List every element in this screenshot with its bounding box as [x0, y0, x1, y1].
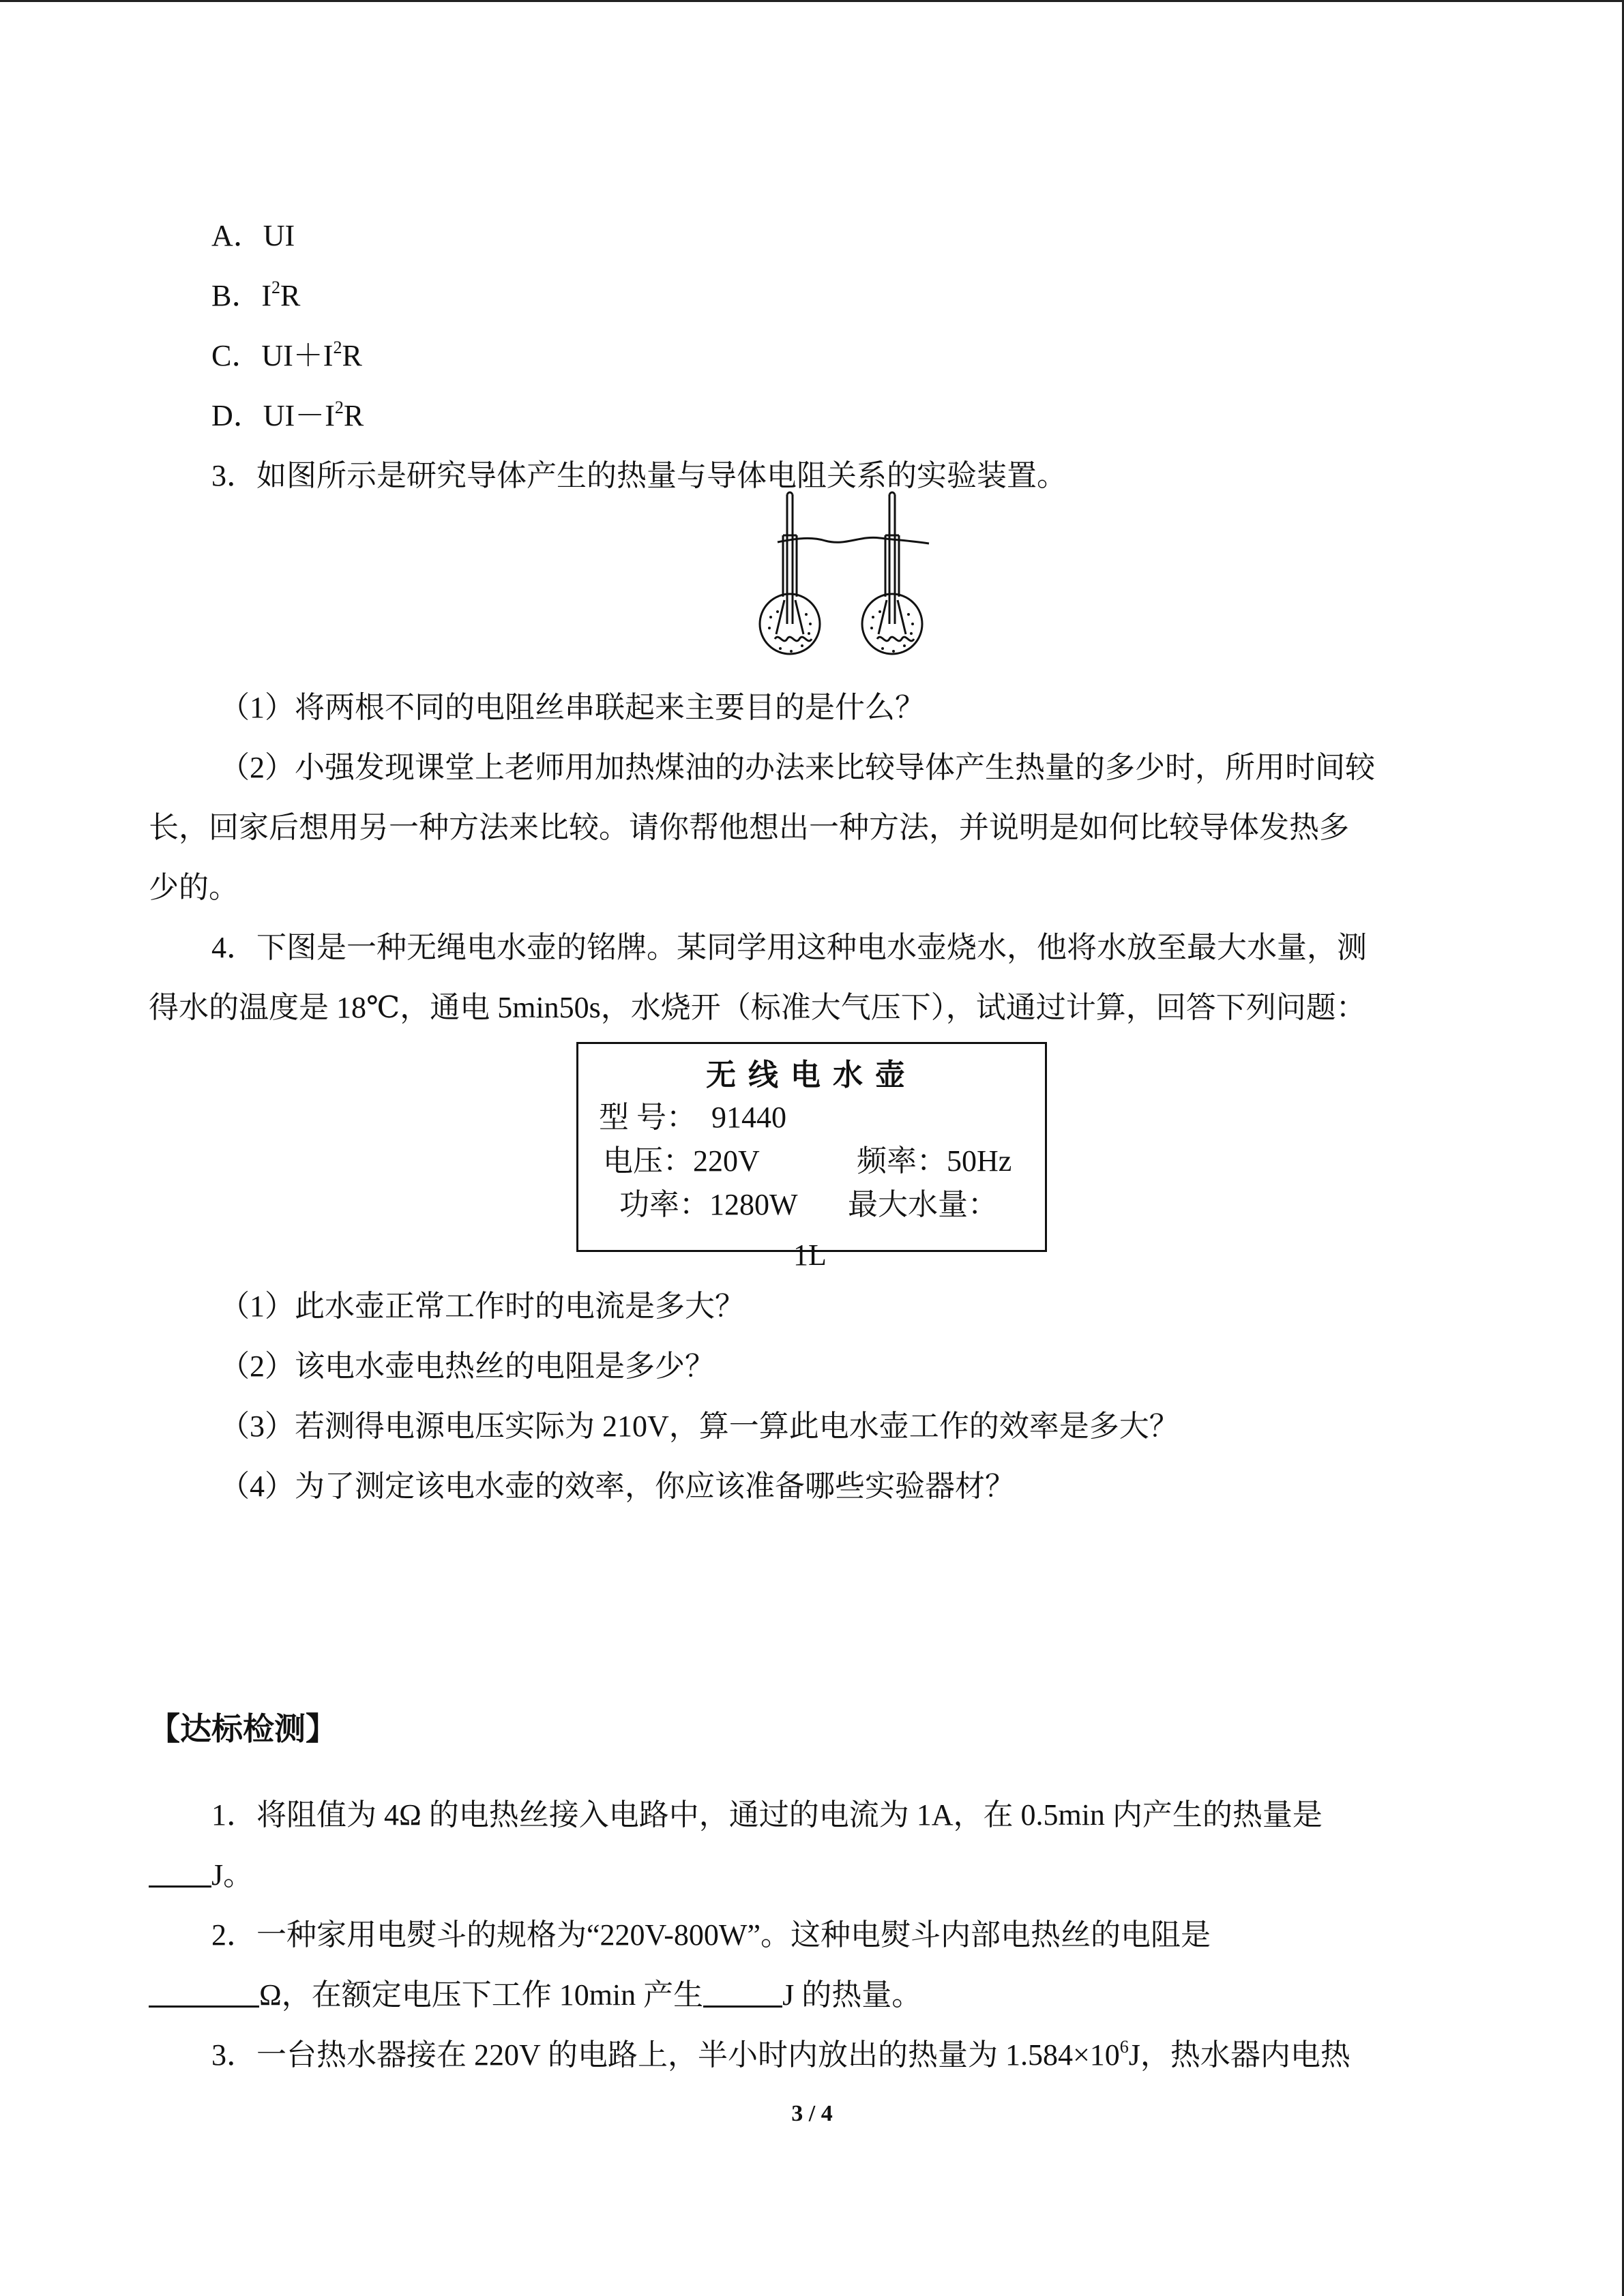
nameplate-model-label: 型 号：	[599, 1101, 696, 1134]
test-q1-line2	[149, 1856, 253, 1894]
experiment-apparatus-figure	[750, 488, 941, 665]
top-border	[0, 0, 1624, 2]
connecting-wire	[778, 537, 929, 543]
option-c-text: UI＋I	[261, 339, 334, 372]
option-c	[211, 337, 362, 375]
nameplate-cut-text: 1L	[793, 1238, 827, 1272]
option-a	[211, 217, 295, 255]
option-b-letter: B．	[211, 279, 262, 312]
q3-part2-line3: 少的。	[149, 871, 239, 904]
nameplate-voltage: 电压：220V	[603, 1144, 760, 1178]
option-c-letter: C．	[211, 339, 262, 372]
test-q3-text-end: J，热水器内电热	[1128, 2038, 1350, 2072]
nameplate-model	[599, 1099, 786, 1137]
test-q2-text: Ω，在额定电压下工作 10min 产生	[259, 1978, 704, 2012]
option-d	[211, 397, 364, 435]
option-d-letter: D．	[211, 399, 263, 432]
option-b-text-end: R	[280, 279, 301, 312]
test-q1-unit: J。	[211, 1858, 254, 1892]
q3-part2-line2: 长，回家后想用另一种方法来比较。请你帮他想出一种方法，并说明是如何比较导体发热多	[149, 811, 1349, 844]
answer-blank[interactable]	[703, 1978, 782, 2008]
option-d-text: UI－I	[263, 399, 335, 432]
q4-part3: （3）若测得电源电压实际为 210V，算一算此电水壶工作的效率是多大？	[220, 1410, 1179, 1443]
answer-blank[interactable]	[149, 1978, 259, 2008]
test-q1-line1: 1．将阻值为 4Ω 的电热丝接入电路中，通过的电流为 1A，在 0.5min 内产生的热量是	[211, 1798, 1323, 1832]
test-q3-text: 3．一台热水器接在 220V 的电路上，半小时内放出的热量为 1.584×10	[211, 2038, 1120, 2072]
test-q2-line1: 2．一种家用电熨斗的规格为“220V-800W”。这种电熨斗内部电热丝的电阻是	[211, 1918, 1211, 1952]
q3-part1: （1）将两根不同的电阻丝串联起来主要目的是什么？	[220, 691, 925, 724]
q3-part2-line1: （2）小强发现课堂上老师用加热煤油的办法来比较导体产生热量的多少时，所用时间较	[220, 751, 1375, 784]
nameplate-title: 无线电水壶	[706, 1058, 917, 1092]
q4-stem-line1: 4．下图是一种无绳电水壶的铭牌。某同学用这种电水壶烧水，他将水放至最大水量，测	[211, 931, 1367, 964]
option-d-text-end: R	[343, 399, 364, 432]
q3-stem: 3．如图所示是研究导体产生的热量与导体电阻关系的实验装置。	[211, 459, 1067, 492]
nameplate-model-value: 91440	[711, 1101, 786, 1134]
q4-part4: （4）为了测定该电水壶的效率，你应该准备哪些实验器材？	[220, 1470, 1015, 1503]
nameplate-max-water: 最大水量：	[848, 1188, 998, 1221]
page-number: 3 / 4	[791, 2101, 833, 2126]
option-c-text-end: R	[342, 339, 362, 372]
test-q3-exponent: 6	[1119, 2037, 1129, 2057]
answer-blank[interactable]	[149, 1858, 211, 1888]
option-c-exponent: 2	[333, 338, 342, 357]
option-b-text: I	[261, 279, 272, 312]
kettle-nameplate	[576, 1042, 1047, 1272]
option-b-exponent: 2	[271, 278, 281, 297]
option-a-text: UI	[263, 219, 295, 252]
option-d-exponent: 2	[334, 398, 344, 417]
q4-stem-line2: 得水的温度是 18℃，通电 5min50s，水烧开（标准大气压下），试通过计算，回答下列问题：	[149, 991, 1366, 1024]
option-b	[211, 277, 300, 315]
q4-part2: （2）该电水壶电热丝的电阻是多少？	[220, 1350, 715, 1383]
q4-part1: （1）此水壶正常工作时的电流是多大？	[220, 1289, 745, 1323]
test-q2-line2	[149, 1976, 921, 2014]
section-heading: 【达标检测】	[149, 1710, 337, 1747]
nameplate-frequency: 频率：50Hz	[857, 1144, 1012, 1178]
option-a-letter: A．	[211, 219, 263, 252]
test-q3-line1	[211, 2036, 1350, 2074]
test-q2-unit: J 的热量。	[782, 1978, 922, 2012]
nameplate-power: 功率：1280W	[619, 1188, 798, 1221]
